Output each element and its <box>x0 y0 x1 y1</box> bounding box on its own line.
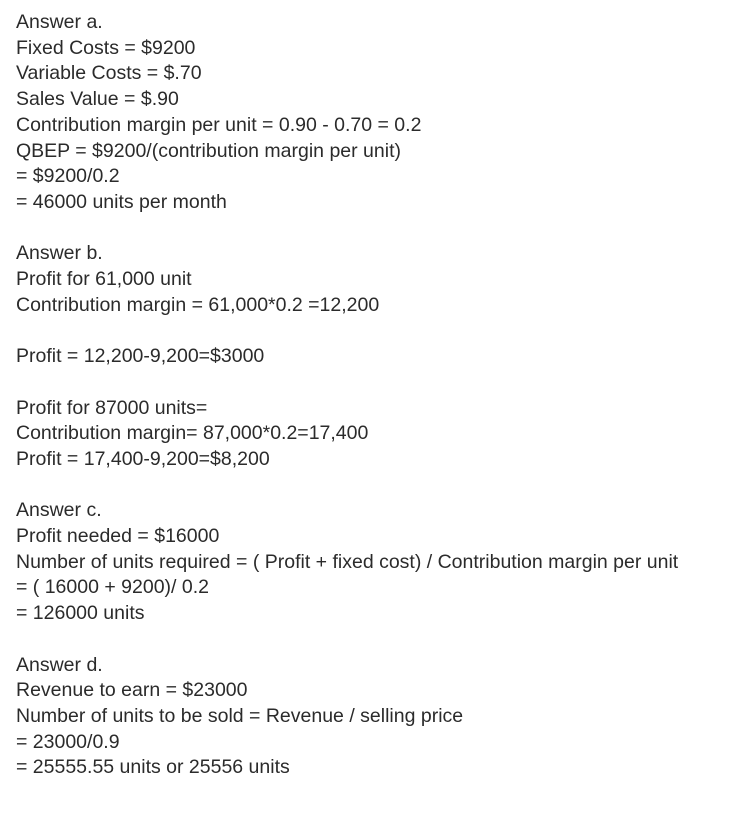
profit-87000-result: Profit = 17,400-9,200=$8,200 <box>16 447 270 470</box>
sales-value-line: Sales Value = $.90 <box>16 88 179 111</box>
qbep-substitution-line: = $9200/0.2 <box>16 165 120 188</box>
profit-87000-label: Profit for 87000 units= <box>16 396 208 419</box>
section-spacer <box>16 473 728 499</box>
units-to-sell-result-line: = 25555.55 units or 25556 units <box>16 756 290 779</box>
answer-b-heading: Answer b. <box>16 242 103 265</box>
answer-a-section <box>16 10 728 216</box>
units-required-substitution-line: = ( 16000 + 9200)/ 0.2 <box>16 576 209 599</box>
profit-needed-line: Profit needed = $16000 <box>16 525 220 547</box>
contribution-margin-line: Contribution margin per unit = 0.90 - 0.70 = 0.2 <box>16 113 422 136</box>
section-spacer <box>16 627 728 653</box>
qbep-formula-line: QBEP = $9200/(contribution margin per unit) <box>16 139 401 162</box>
contribution-87000-line: Contribution margin= 87,000*0.2=17,400 <box>16 422 369 445</box>
profit-61000-label: Profit for 61,000 unit <box>16 268 192 291</box>
answer-b-section <box>16 241 728 472</box>
answer-c-section <box>16 498 728 627</box>
units-required-result-line: = 126000 units <box>16 602 145 625</box>
answer-c-heading: Answer c. <box>16 499 102 522</box>
units-to-sell-formula-line: Number of units to be sold = Revenue / selling price <box>16 704 464 727</box>
answer-d-heading: Answer d. <box>16 653 103 676</box>
answer-a-heading: Answer a. <box>16 11 103 33</box>
profit-61000-result: Profit = 12,200-9,200=$3000 <box>16 345 265 368</box>
variable-costs-line: Variable Costs = $.70 <box>16 62 202 85</box>
units-to-sell-substitution-line: = 23000/0.9 <box>16 730 120 753</box>
answer-d-section <box>16 653 728 782</box>
line-spacer <box>16 370 728 396</box>
line-spacer <box>16 318 728 344</box>
units-required-formula-line: Number of units required = ( Profit + fixed cost) / Contribution margin per unit <box>16 550 679 573</box>
contribution-61000-line: Contribution margin = 61,000*0.2 =12,200 <box>16 293 380 316</box>
section-spacer <box>16 216 728 242</box>
revenue-to-earn-line: Revenue to earn = $23000 <box>16 679 248 702</box>
fixed-costs-line: Fixed Costs = $9200 <box>16 36 196 59</box>
qbep-result-line: = 46000 units per month <box>16 190 227 213</box>
